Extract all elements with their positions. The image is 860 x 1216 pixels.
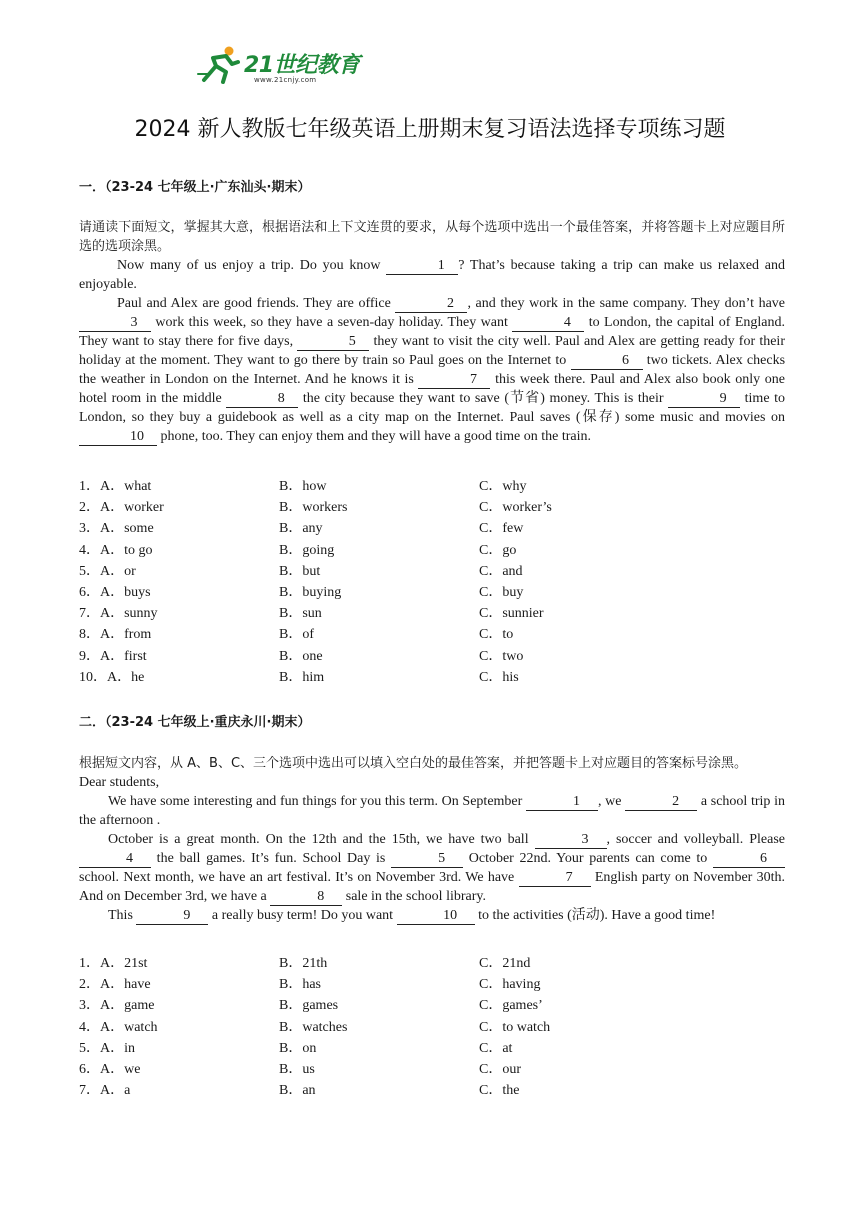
option-choice[interactable]: B．games	[279, 998, 339, 1014]
passage-text: to the activities (活动). Have a good time!	[474, 908, 716, 923]
option-choice[interactable]: B．21th	[279, 956, 328, 971]
logo-subtext: www.21cnjy.com	[254, 76, 317, 84]
option-choice[interactable]: C．go	[479, 542, 517, 558]
passage-text: sale in the school library.	[342, 889, 486, 904]
option-row	[79, 623, 785, 644]
passage-text: time to London, so they buy a guidebook as well as a city map on the Internet. Paul saves (保存) some music and movies on	[79, 391, 785, 425]
option-choice[interactable]: B．any	[279, 521, 323, 537]
option-choice[interactable]: B．workers	[279, 500, 348, 516]
option-choice[interactable]: C．our	[479, 1061, 521, 1077]
option-choice[interactable]: B．buying	[279, 584, 342, 600]
section1-paragraph-1	[79, 256, 785, 294]
option-row	[79, 560, 785, 581]
option-choice[interactable]: C．two	[479, 648, 524, 664]
option-choice[interactable]: B．him	[279, 669, 325, 685]
option-choice[interactable]: 2．A．worker	[79, 500, 164, 516]
passage-text: this week there. Paul and Alex also book only one hotel room in the middle	[79, 372, 785, 406]
section1-passage	[79, 218, 785, 446]
passage-text: ? That’s because taking a trip can make us relaxed and enjoyable.	[79, 258, 785, 292]
option-row	[79, 645, 785, 666]
option-row	[79, 517, 785, 538]
section2-heading: 二．（23-24 七年级上·重庆永川·期末）	[79, 715, 311, 730]
passage-text: to London, the capital of England. They want to stay there for five days,	[79, 315, 785, 349]
section2-paragraph-1	[79, 792, 785, 830]
option-choice[interactable]: C．and	[479, 563, 523, 579]
passage-text: Now many of us enjoy a trip. Do you know	[117, 258, 387, 273]
passage-text: they want to visit the city well. Paul and Alex are getting ready for their holiday at the moment. They want to go there by train so Paul goes on the Internet to	[79, 334, 785, 368]
section2-paragraph-3	[79, 906, 785, 925]
passage-text: two tickets. Alex checks the weather in London on the Internet. And he knows it is	[79, 353, 786, 387]
section2-passage	[79, 754, 785, 925]
answer-blank[interactable]: 3	[79, 315, 151, 332]
passage-text: October is a great month. On the 12th and the 15th, we have two ball	[108, 832, 535, 847]
answer-blank[interactable]: 1	[526, 794, 598, 811]
option-choice[interactable]: C．to watch	[479, 1019, 551, 1035]
option-choice[interactable]: B．how	[279, 479, 327, 494]
option-choice[interactable]: C．worker’s	[479, 500, 552, 516]
option-choice[interactable]: 8．A．from	[79, 627, 152, 643]
option-choice[interactable]: 7．A．a	[79, 1083, 131, 1099]
section2-greeting: Dear students,	[79, 775, 160, 790]
option-choice[interactable]: 3．A．some	[79, 521, 154, 537]
passage-text: the city because they want to save (节省) money. This is their	[298, 391, 669, 406]
option-choice[interactable]: C．few	[479, 521, 524, 537]
passage-text: English party on November 30th. And on December 3rd, we have a	[79, 870, 785, 904]
option-choice[interactable]: 1．A．21st	[79, 956, 148, 971]
option-choice[interactable]: 7．A．sunny	[79, 606, 158, 622]
option-row	[79, 1058, 785, 1079]
option-choice[interactable]: B．sun	[279, 606, 322, 622]
section2-options	[79, 952, 785, 1100]
passage-text: a really busy term! Do you want	[208, 908, 397, 923]
page-title: 2024 新人教版七年级英语上册期末复习语法选择专项练习题	[134, 117, 726, 142]
logo	[196, 44, 366, 90]
passage-text: work this week, so they have a seven-day holiday. They want	[151, 315, 513, 330]
option-choice[interactable]: 5．A．in	[79, 1040, 135, 1056]
answer-blank[interactable]: 2	[395, 296, 467, 313]
option-choice[interactable]: B．but	[279, 563, 321, 579]
answer-blank[interactable]: 4	[512, 315, 584, 332]
option-choice[interactable]: C．21nd	[479, 956, 531, 971]
option-choice[interactable]: B．an	[279, 1083, 316, 1099]
answer-blank[interactable]: 8	[270, 889, 342, 906]
answer-blank[interactable]: 3	[535, 832, 607, 849]
option-row	[79, 602, 785, 623]
passage-text: , we	[597, 794, 626, 809]
option-choice[interactable]: 5．A．or	[79, 563, 136, 579]
passage-text: This	[108, 908, 137, 923]
option-choice[interactable]: 4．A．watch	[79, 1019, 158, 1035]
passage-text: October 22nd. Your parents can come to	[463, 851, 713, 866]
option-row	[79, 952, 785, 973]
passage-text: , and they work in the same company. They don’t have	[467, 296, 785, 311]
answer-blank[interactable]: 6	[713, 851, 785, 868]
section1-options	[79, 475, 785, 687]
passage-text: phone, too. They can enjoy them and they will have a good time on the train.	[157, 429, 592, 444]
option-choice[interactable]: C．his	[479, 669, 519, 685]
answer-blank[interactable]: 5	[391, 851, 463, 868]
passage-text: Paul and Alex are good friends. They are office	[117, 296, 396, 311]
option-choice[interactable]: C．games’	[479, 998, 543, 1014]
option-choice[interactable]: C．why	[479, 479, 527, 494]
option-choice[interactable]: B．us	[279, 1061, 315, 1077]
option-choice[interactable]: B．of	[279, 627, 314, 643]
option-row	[79, 1037, 785, 1058]
answer-blank[interactable]: 6	[571, 353, 643, 370]
option-row	[79, 666, 785, 687]
passage-text: We have some interesting and fun things for you this term. On September	[108, 794, 526, 809]
option-row	[79, 496, 785, 517]
option-choice[interactable]: C．to	[479, 627, 514, 643]
option-choice[interactable]: 6．A．we	[79, 1061, 141, 1077]
option-choice[interactable]: B．has	[279, 977, 321, 993]
logo-text: 21世纪教育	[244, 53, 360, 78]
answer-blank[interactable]: 7	[418, 372, 490, 389]
option-choice[interactable]: 1．A．what	[79, 479, 152, 494]
section1-paragraph-2	[79, 294, 785, 446]
option-choice[interactable]: 6．A．buys	[79, 584, 151, 600]
option-choice[interactable]: B．one	[279, 648, 323, 664]
option-choice[interactable]: B．watches	[279, 1019, 348, 1035]
section2-paragraph-2	[79, 830, 785, 906]
passage-text: , soccer and volleyball. Please	[606, 832, 785, 847]
answer-blank[interactable]: 8	[226, 391, 298, 408]
answer-blank[interactable]: 9	[668, 391, 740, 408]
option-choice[interactable]: B．going	[279, 542, 335, 558]
option-choice[interactable]: 3．A．game	[79, 998, 155, 1014]
option-row	[79, 1079, 785, 1100]
option-row	[79, 1016, 785, 1037]
passage-text: school. Next month, we have an art festival. It’s on November 3rd. We have	[79, 870, 519, 885]
option-row	[79, 539, 785, 560]
runner-logo-icon	[196, 44, 242, 84]
answer-blank[interactable]: 4	[79, 851, 151, 868]
option-row	[79, 475, 785, 496]
answer-blank[interactable]: 1	[386, 258, 458, 275]
option-row	[79, 581, 785, 602]
section2-instruction: 根据短文内容，从 A、B、C、三个选项中选出可以填入空白处的最佳答案，并把答题卡上对应题目的答案标号涂黑。	[79, 756, 748, 771]
option-choice[interactable]: C．at	[479, 1040, 513, 1056]
option-row	[79, 973, 785, 994]
answer-blank[interactable]: 7	[519, 870, 591, 887]
option-row	[79, 994, 785, 1015]
passage-text: the ball games. It’s fun. School Day is	[151, 851, 392, 866]
answer-blank[interactable]: 9	[136, 908, 208, 925]
option-choice[interactable]: 2．A．have	[79, 977, 151, 993]
option-choice[interactable]: C．sunnier	[479, 606, 544, 622]
answer-blank[interactable]: 5	[297, 334, 369, 351]
section1-heading: 一．（23-24 七年级上·广东汕头·期末）	[79, 180, 311, 195]
option-choice[interactable]: 4．A．to go	[79, 542, 153, 558]
option-choice[interactable]: 9．A．first	[79, 648, 147, 664]
option-choice[interactable]: B．on	[279, 1040, 317, 1056]
option-choice[interactable]: C．having	[479, 977, 541, 993]
answer-blank[interactable]: 10	[397, 908, 475, 925]
option-choice[interactable]: 10．A．he	[79, 669, 145, 685]
option-choice[interactable]: C．the	[479, 1083, 520, 1099]
option-choice[interactable]: C．buy	[479, 584, 524, 600]
passage-text: a school trip in the afternoon .	[79, 794, 785, 828]
answer-blank[interactable]: 10	[79, 429, 157, 446]
section1-instruction: 请通读下面短文，掌握其大意，根据语法和上下文连贯的要求，从每个选项中选出一个最佳答案，并将答题卡上对应题目所选的选项涂黑。	[79, 220, 785, 254]
answer-blank[interactable]: 2	[625, 794, 697, 811]
